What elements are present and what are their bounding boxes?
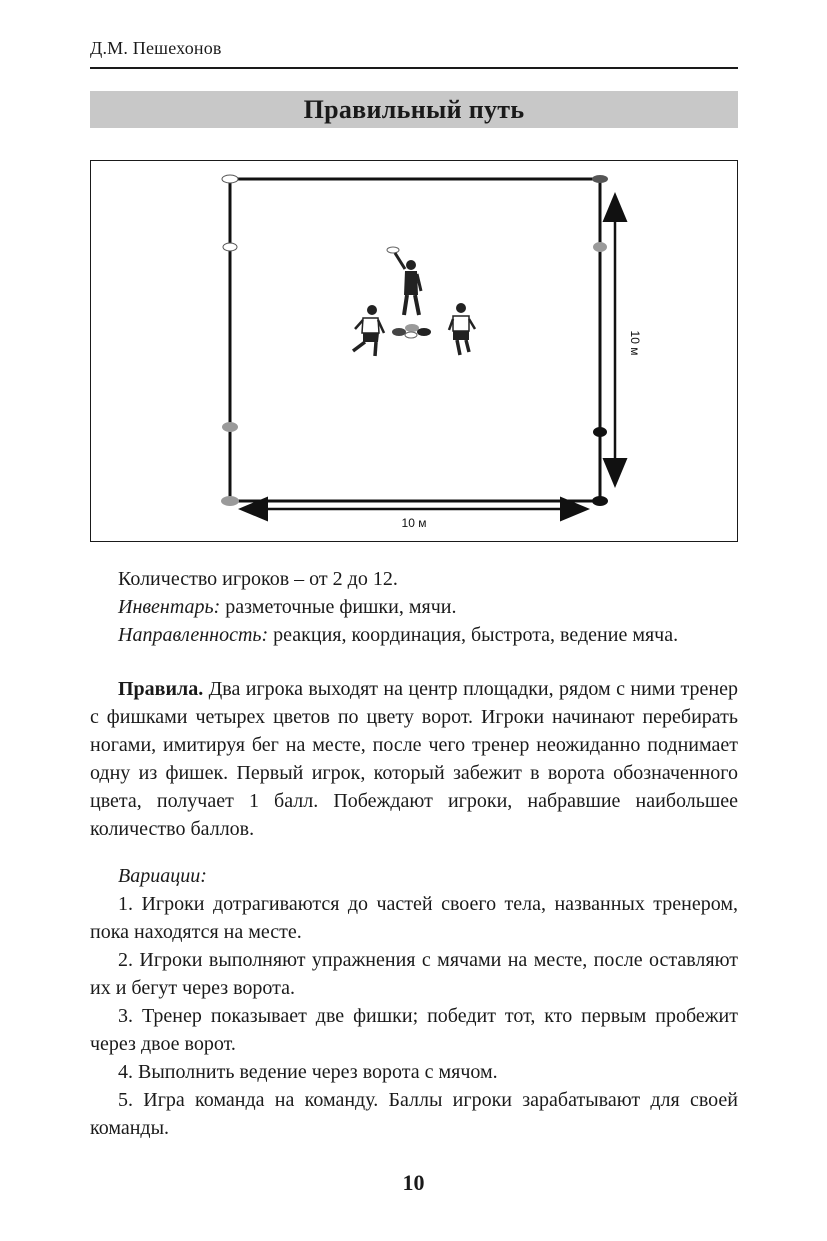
equipment-value: разметочные фишки, мячи. bbox=[220, 596, 457, 618]
variation-item-4: 4. Выполнить ведение через ворота с мячом. bbox=[118, 1061, 498, 1083]
players-count: Количество игроков – от 2 до 12. bbox=[118, 568, 398, 590]
equipment-label: Инвентарь: bbox=[118, 596, 221, 618]
page-number: 10 bbox=[402, 1170, 425, 1195]
variation-item-1: 1. Игроки дотрагиваются до частей своего тела, названных тренером, пока находятся на месте. bbox=[90, 893, 738, 943]
running-header-author: Д.М. Пешехонов bbox=[90, 38, 222, 58]
exercise-meta bbox=[118, 565, 738, 649]
variations-section bbox=[90, 862, 738, 1142]
focus-value: реакция, координация, быстрота, ведение мяча. bbox=[268, 624, 679, 646]
cone-left-upper bbox=[223, 243, 237, 251]
coach-figure bbox=[387, 247, 421, 315]
player-left-figure bbox=[353, 305, 384, 356]
section-title: Правильный путь bbox=[303, 94, 525, 124]
rules-paragraph bbox=[90, 675, 738, 843]
horizontal-dimension-label: 10 м bbox=[401, 516, 427, 530]
focus-line bbox=[118, 621, 738, 649]
field-boundary bbox=[230, 179, 600, 501]
cone-left-lower bbox=[222, 422, 238, 432]
field-diagram-svg bbox=[91, 161, 737, 541]
header-rule bbox=[90, 67, 738, 69]
cone-left-top bbox=[222, 175, 238, 183]
cone-right-upper bbox=[593, 242, 607, 252]
variation-item-3: 3. Тренер показывает две фишки; победит тот, кто первым пробежит через двое ворот. bbox=[90, 1005, 738, 1055]
rules-label: Правила. bbox=[118, 678, 204, 700]
cone-right-top bbox=[592, 175, 608, 183]
rules-text: Два игрока выходят на центр площадки, рядом с ними тренер с фишками четырех цветов по цвету ворот. Игроки начинают перебирать ногами, имитируя бег на месте, после чего тренер неожиданно поднимает одну из фишек. Первый игрок, который забежит в ворота обозначенного цвета, получает 1 балл. Побеждают игроки, набравшие наибольшее количество баллов. bbox=[90, 678, 738, 840]
variation-item-2: 2. Игроки выполняют упражнения с мячами на месте, после оставляют их и бегут через ворота. bbox=[90, 949, 738, 999]
section-title-bar bbox=[90, 91, 738, 128]
vertical-dimension-label: 10 м bbox=[628, 330, 642, 356]
field-diagram bbox=[90, 160, 738, 542]
player-right-figure bbox=[449, 303, 475, 355]
cone-right-lower bbox=[593, 427, 607, 437]
equipment-line bbox=[118, 593, 738, 621]
coach-cones bbox=[392, 324, 431, 338]
cone-right-bottom bbox=[592, 496, 608, 506]
focus-label: Направленность: bbox=[118, 624, 269, 646]
variation-item-5: 5. Игра команда на команду. Баллы игроки зарабатывают для своей команды. bbox=[90, 1089, 738, 1139]
variations-label: Вариации: bbox=[118, 865, 207, 887]
cone-left-bottom bbox=[221, 496, 239, 506]
raised-cone bbox=[387, 247, 399, 253]
